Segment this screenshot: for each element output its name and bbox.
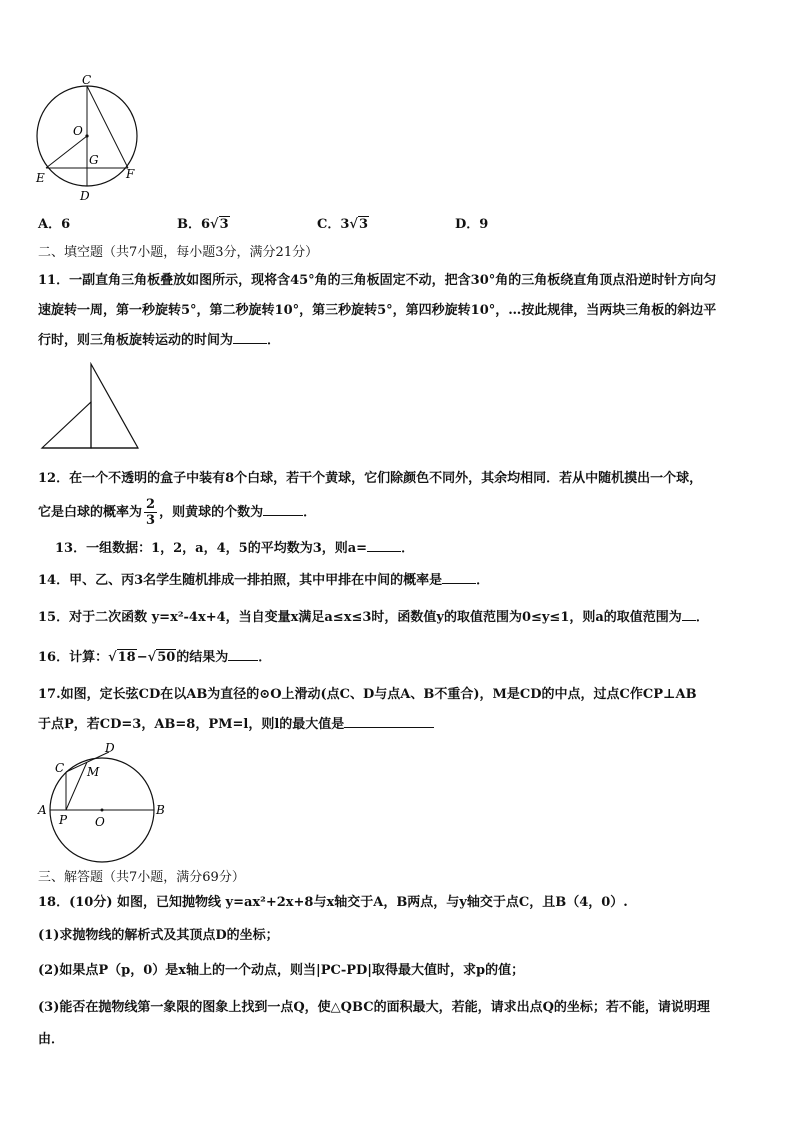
label-G: G xyxy=(89,153,99,167)
q17-line2 xyxy=(38,715,434,735)
label-B: B xyxy=(156,803,165,817)
fraction-numerator: 2 xyxy=(146,497,156,512)
label-A: A xyxy=(38,803,47,817)
choice-b-prefix: B．6 xyxy=(177,217,211,232)
q16-end: ． xyxy=(258,650,272,665)
q13-answer-blank xyxy=(367,539,401,552)
choice-b: B．6√3 xyxy=(177,217,229,232)
q18-part3-line1: (3)能否在抛物线第一象限的图象上找到一点Q，使△QBC的面积最大，若能，请求出点Q的坐标；若不能，请说明理 xyxy=(38,1000,710,1015)
q11-line3-text: 行时，则三角板旋转运动的时间为 xyxy=(38,333,234,348)
label-P: P xyxy=(59,813,68,827)
triangle-45deg xyxy=(42,402,91,448)
choice-a: A．6 xyxy=(38,217,71,232)
q11-answer-blank xyxy=(233,331,267,344)
q16-line: 16．计算：√18−√50的结果为 ． xyxy=(38,650,272,665)
center-point xyxy=(85,134,88,137)
triangle-30deg xyxy=(91,364,138,448)
choice-c-radicand: 3 xyxy=(358,217,368,232)
q13-text: 13．一组数据：1，2，a，4，5的平均数为3，则a= xyxy=(55,541,368,556)
q14-answer-blank xyxy=(442,571,476,584)
section2-heading: 二、填空题（共7小题，每小题3分，满分21分） xyxy=(38,245,319,260)
q17-line2-text: 于点P，若CD=3，AB=8，PM=l，则l的最大值是 xyxy=(38,717,345,732)
choice-c-prefix: C．3 xyxy=(317,217,350,232)
label-D: D xyxy=(80,189,90,203)
q14-end: ． xyxy=(476,573,490,588)
q18-line1: 18．(10分) 如图，已知抛物线 y=ax²+2x+8与x轴交于A，B两点，与y轴交于点C，且B（4，0）. xyxy=(38,895,628,910)
label-E: E xyxy=(36,171,45,185)
q15-end: ． xyxy=(695,610,709,625)
q16-minus: − xyxy=(136,650,148,665)
q11-line3 xyxy=(38,331,280,351)
q14-line xyxy=(38,571,489,591)
q16-prefix: 16．计算： xyxy=(38,650,109,665)
q17-line1: 17.如图，定长弦CD在以AB为直径的⊙O上滑动(点C、D与点A、B不重合)，M是CD的中点，过点C作CP⊥AB xyxy=(38,687,697,702)
q18-part1: (1)求抛物线的解析式及其顶点D的坐标； xyxy=(38,928,279,943)
choice-c: C．3√3 xyxy=(317,217,368,232)
segment-OE xyxy=(46,136,87,168)
q11-line1: 11．一副直角三角板叠放如图所示，现将含45°角的三角板固定不动，把含30°角的三角板绕直角顶点沿逆时针方向匀 xyxy=(38,273,717,288)
q18-part3-line2: 由． xyxy=(38,1032,65,1047)
triangle-rulers-figure xyxy=(38,362,148,454)
q15-text: 15．对于二次函数 y=x²-4x+4，当自变量x满足a≤x≤3时，函数值y的取值范围为0≤y≤1，则a的取值范围为 xyxy=(38,610,682,625)
q15-line xyxy=(38,608,709,628)
probability-fraction xyxy=(144,497,157,528)
q16-radicand-2: 50 xyxy=(157,650,176,665)
q15-answer-blank xyxy=(682,608,696,621)
q12-line2 xyxy=(38,495,316,531)
label-O: O xyxy=(73,124,83,138)
q16-answer-blank xyxy=(228,648,258,661)
q12-answer-blank xyxy=(263,503,303,516)
label-O: O xyxy=(95,815,105,829)
circle-figure xyxy=(30,72,145,207)
label-C: C xyxy=(82,73,92,87)
semicircle-figure xyxy=(34,740,174,866)
label-F: F xyxy=(126,167,135,181)
q12-line2-prefix: 它是白球的概率为 xyxy=(38,505,143,520)
q11-line2: 速旋转一周，第一秒旋转5°，第二秒旋转10°，第三秒旋转5°，第四秒旋转10°，…按此规律，当两块三角板的斜边平 xyxy=(38,303,717,318)
q17-answer-blank xyxy=(344,715,434,728)
q14-text: 14．甲、乙、丙3名学生随机排成一排拍照，其中甲排在中间的概率是 xyxy=(38,573,443,588)
label-M: M xyxy=(87,765,100,779)
section3-heading: 三、解答题（共7小题，满分69分） xyxy=(38,870,245,885)
choice-b-radicand: 3 xyxy=(219,217,229,232)
choice-d: D．9 xyxy=(455,217,489,232)
fraction-denominator: 3 xyxy=(146,513,156,528)
q16-suffix: 的结果为 xyxy=(176,650,229,665)
label-D: D xyxy=(105,741,115,755)
label-C: C xyxy=(55,761,65,775)
q18-part2: (2)如果点P（p，0）是x轴上的一个动点，则当|PC-PD|取得最大值时，求p的值； xyxy=(38,963,525,978)
q11-end: ． xyxy=(267,333,281,348)
q13-line xyxy=(55,539,414,559)
q16-radicand-1: 18 xyxy=(117,650,136,665)
center-O-point xyxy=(101,809,104,812)
q12-line2-suffix: ，则黄球的个数为 xyxy=(159,505,264,520)
q12-end: ． xyxy=(303,505,317,520)
q12-line1: 12．在一个不透明的盒子中装有8个白球，若干个黄球，它们除颜色不同外，其余均相同．若从中随机摸出一个球， xyxy=(38,471,703,486)
q13-end: ． xyxy=(401,541,415,556)
